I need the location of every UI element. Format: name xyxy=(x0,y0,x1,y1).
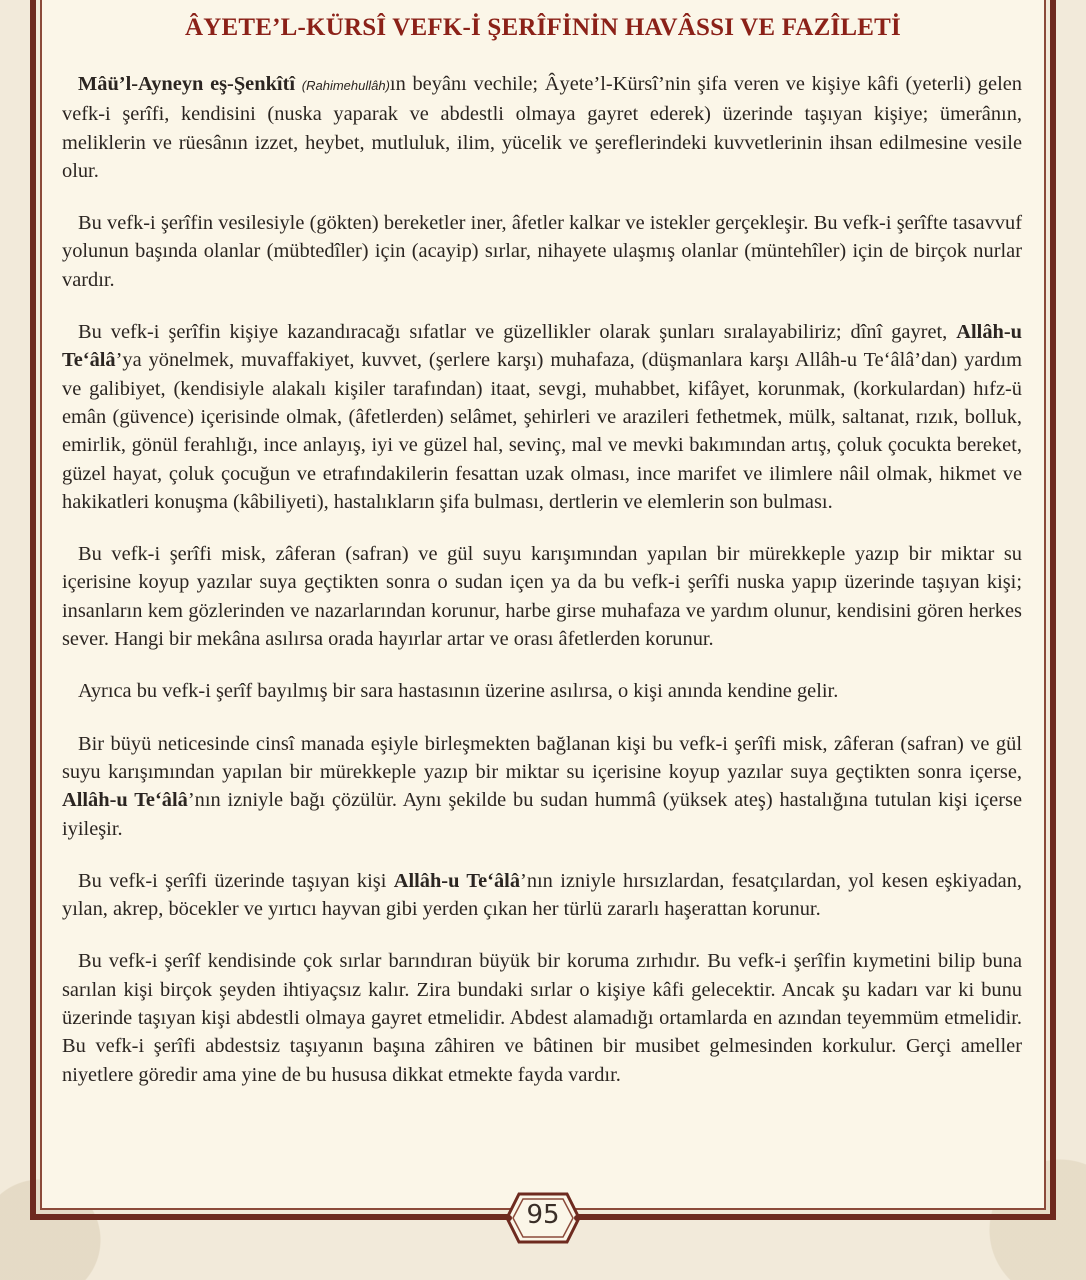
paragraph-7-text-before: Bu vefk-i şerîfi üzerinde taşıyan kişi xyxy=(78,869,394,892)
paragraph-5: Ayrıca bu vefk-i şerîf bayılmış bir sara hastasının üzerine asılırsa, o kişi anında kendine gelir. xyxy=(78,680,839,703)
paragraph-6-text-before: Bir büyü neticesinde cinsî manada eşiyle birleşmekten bağlanan kişi bu vefk-i şerîfi misk, zâferan (safran) ve gül suyu karışımından yapılan bir mürekkeple yazıp bir miktar su içerisine koyup yazılar suya geçtikten sonra içerse, xyxy=(62,732,1022,783)
paragraph-3-text-after: ’ya yönelmek, muvaffakiyet, kuvvet, (şerlere karşı) muhafaza, (düşmanlara karşı Allâh-u Te‘âlâ’dan) yardım ve galibiyet, (kendisiyle alakalı kişiler tarafından) itaat, sevgi, muhabbet, kifâyet, korunmak, (korkulardan) hıfz-ü emân (güvence) içerisinde olmak, (âfetlerden) selâmet, şehirleri ve arazileri fethetmek, mülk, saltanat, rızık, bolluk, emirlik, gönül ferahlığı, ince anlayış, iyi ve güzel hal, sevinç, mal ve mevki bakımından artış, çoluk çocukta bereket, güzel hayat, çoluk çocuğun ve etrafındakilerin fesattan uzak olması, ince marifet ve ilimlere nâil olmak, hikmet ve hakikatleri konuşma (kâbiliyeti), hastalıkların şifa bulması, dertlerin ve elemlerin son bulması. xyxy=(62,349,1022,513)
paragraph-2: Bu vefk-i şerîfin vesilesiyle (gökten) bereketler iner, âfetler kalkar ve istekler gerçekleşir. Bu vefk-i şerîfte tasavvuf yolunun başında olanlar (mübtedîler) için (acayip) sırlar, nihayete ulaşmış olanlar (müntehîler) için de birçok nurlar vardır. xyxy=(62,212,1022,291)
paragraph-4: Bu vefk-i şerîfi misk, zâferan (safran) ve gül suyu karışımından yapılan bir mürekkeple yazıp bir miktar su içerisine koyup yazılar suya geçtikten sonra o sudan içen ya da bu vefk-i şerîfi nuska yapıp üzerinde taşıyan kişi; insanların kem gözlerinden ve nazarlarından korunur, harbe girse muhafaza ve yardım olunur, kendisini gören herkes sever. Hangi bir mekâna asılırsa orada hayırlar artar ve orası âfetlerden korunur. xyxy=(62,543,1022,651)
paragraph-7-bold: Allâh-u Te‘âlâ xyxy=(393,869,521,892)
paragraph-7 xyxy=(62,867,1022,924)
page-title: ÂYETE’L-KÜRSÎ VEFK-İ ŞERÎFİNİN HAVÂSSI VE FAZÎLETİ xyxy=(185,14,901,41)
paragraph-3-bold: Allâh-u Te‘âlâ xyxy=(62,321,1022,372)
paragraph-6-text-after: ’nın izniyle bağı çözülür. Aynı şekilde bu sudan hummâ (yüksek ateş) hastalığına tutulan kişi içerse iyileşir. xyxy=(62,789,1023,840)
paragraph-1 xyxy=(62,70,1022,185)
paragraph-6-bold: Allâh-u Te‘âlâ xyxy=(62,789,188,812)
author-name: Mâü’l-Ayneyn eş-Şenkîtî xyxy=(78,73,296,95)
paragraph-3-text-before: Bu vefk-i şerîfin kişiye kazandıracağı sıfatlar ve güzellikler olarak şunları sıralayabiliriz; dînî gayret, xyxy=(78,321,957,344)
paragraph-6 xyxy=(62,730,1022,843)
body-text xyxy=(62,70,1022,1113)
honorific-note: (Rahimehullâh) xyxy=(301,78,390,93)
paragraph-1-text: ın beyânı vechile; Âyete’l-Kürsî’nin şifa veren ve kişiye kâfi (yeterli) gelen vefk-i şerîfi, kendisini (nuska yaparak ve abdestli olmaya gayret ederek) üzerinde taşıyan kişiye; ümerânın, meliklerin ve rüesânın izzet, heybet, mutluluk, ilim, yücelik ve şereflerindeki kuvvetlerinin ihsan edilmesine vesile olur. xyxy=(62,73,1022,182)
paragraph-7-text-after: ’nın izniyle hırsızlardan, fesatçılardan, yol kesen eşkiyadan, yılan, akrep, böcekler ve yırtıcı hayvan gibi yerden çıkan her türlü zararlı haşerattan korunur. xyxy=(62,869,1023,921)
paragraph-8: Bu vefk-i şerîf kendisinde çok sırlar barındıran büyük bir koruma zırhıdır. Bu vefk-i şerîfin kıymetini bilip buna sarılan kişi birçok şeyden ihtiyaçsız kalır. Zira bundaki sırlar o kişiye kâfi gelecektir. Ancak şu kadarı var ki bunu üzerinde taşıyan kişi abdestli olmaya gayret etmelidir. Abdest alamadığı ortamlarda en azından teyemmüm etmelidir. Bu vefk-i şerîfi abdestsiz taşıyanın başına zâhiren ve bâtinen bir musibet gelmesinden korkulur. Gerçi ameller niyetlere göredir ama yine de bu hususa dikkat etmekte fayda vardır. xyxy=(62,950,1022,1086)
paragraph-3 xyxy=(62,318,1022,516)
page-number: 95 xyxy=(526,1200,560,1230)
